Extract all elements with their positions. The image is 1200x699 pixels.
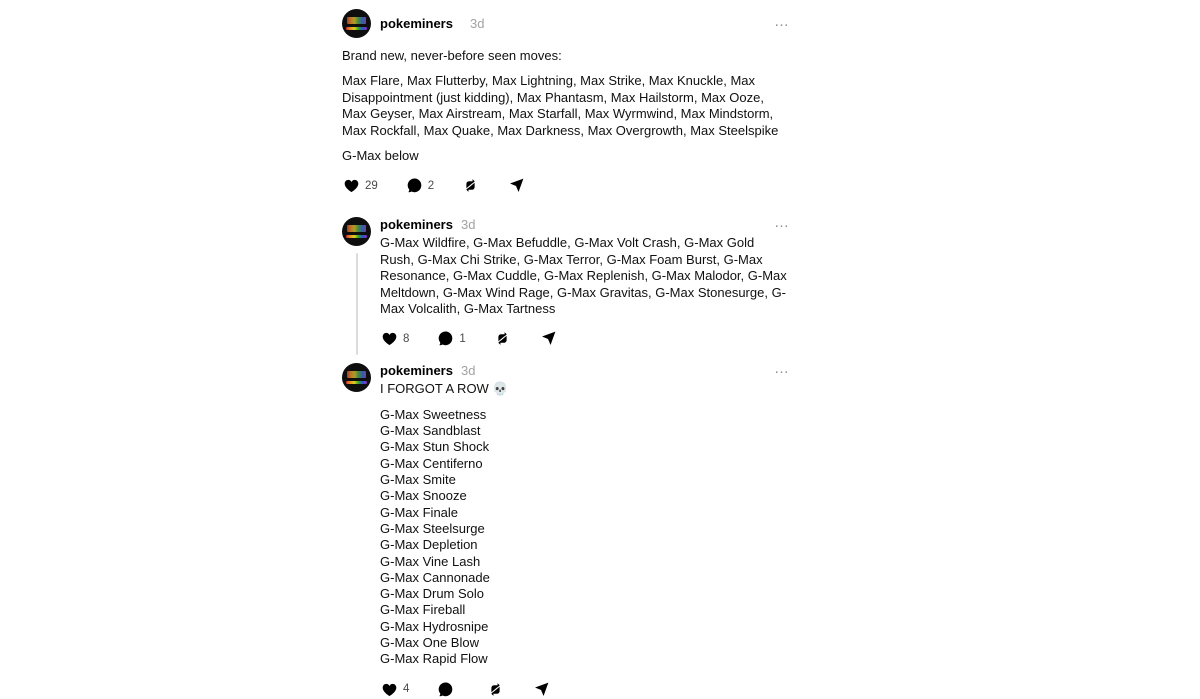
post-header — [380, 213, 790, 233]
avatar[interactable] — [342, 217, 371, 246]
post-header — [380, 359, 790, 379]
engagement-bar — [342, 176, 790, 195]
engagement-bar — [380, 680, 790, 699]
gmax-move-list — [380, 407, 790, 668]
post-body — [380, 381, 790, 667]
repost-button[interactable] — [493, 329, 512, 348]
more-options-button[interactable]: … — [774, 216, 790, 234]
list-item: G-Max Hydrosnipe — [380, 618, 489, 634]
list-item: G-Max Fireball — [380, 602, 466, 618]
author-username[interactable]: pokeminers — [380, 217, 453, 233]
post-timestamp: 3d — [460, 217, 476, 233]
list-item: G-Max Sandblast — [380, 423, 481, 439]
reply-count: 1 — [459, 332, 466, 345]
like-button[interactable] — [380, 329, 409, 348]
list-item: G-Max Rapid Flow — [380, 651, 488, 667]
speech-bubble-icon — [436, 680, 455, 699]
reply-count: 2 — [427, 179, 435, 192]
avatar[interactable] — [342, 363, 371, 392]
post-paragraph: G-Max below — [342, 148, 419, 164]
rainbow-bar-icon — [346, 235, 367, 238]
repost-icon — [486, 680, 505, 699]
repost-icon — [461, 176, 480, 195]
more-options-button[interactable]: … — [774, 362, 790, 380]
list-item: G-Max Steelsurge — [380, 520, 485, 536]
thread-connector-line — [356, 253, 358, 355]
pokeminers-logo-icon — [347, 17, 366, 24]
post-paragraph: Max Flare, Max Flutterby, Max Lightning, Max Strike, Max Knuckle, Max Disappointment (just kidding), Max Phantasm, Max Hailstorm, Max Ooze, Max Geyser, Max Airstream, Max Starfall, Max Wyrmwind, Max Mindstorm, Max Rockfall, Max Quake, Max Darkness, Max Overgrowth, Max Steelspike — [342, 73, 779, 138]
repost-button[interactable] — [461, 176, 480, 195]
send-icon — [539, 329, 558, 348]
like-button[interactable] — [342, 176, 378, 195]
list-item: G-Max One Blow — [380, 635, 479, 651]
list-item: G-Max Cannonade — [380, 569, 490, 585]
engagement-bar — [380, 329, 790, 348]
reply-button[interactable] — [436, 329, 465, 348]
post-paragraph: I FORGOT A ROW 💀 — [380, 381, 509, 397]
more-options-button[interactable]: … — [774, 15, 790, 33]
send-icon — [532, 680, 551, 699]
post — [342, 359, 790, 698]
post-timestamp: 3d — [460, 363, 476, 379]
avatar[interactable] — [342, 9, 371, 38]
reply-button[interactable] — [405, 176, 434, 195]
share-button[interactable] — [507, 176, 526, 195]
share-button[interactable] — [539, 329, 558, 348]
reply-button[interactable] — [436, 680, 459, 699]
like-count: 4 — [403, 683, 410, 696]
rainbow-bar-icon — [346, 381, 367, 384]
heart-icon — [342, 176, 361, 195]
post-timestamp: 3d — [469, 16, 485, 31]
like-button[interactable] — [380, 680, 409, 699]
heart-icon — [380, 680, 399, 699]
author-username[interactable]: pokeminers — [380, 363, 453, 379]
list-item: G-Max Vine Lash — [380, 553, 481, 569]
repost-button[interactable] — [486, 680, 505, 699]
like-count: 29 — [365, 179, 378, 192]
post — [342, 213, 790, 348]
thread-container — [342, 9, 790, 699]
pokeminers-logo-icon — [347, 371, 366, 378]
send-icon — [507, 176, 526, 195]
share-button[interactable] — [532, 680, 551, 699]
avatar-column — [342, 217, 371, 348]
post-paragraph: Brand new, never-before seen moves: — [342, 48, 562, 63]
pokeminers-logo-icon — [347, 225, 366, 232]
list-item: G-Max Drum Solo — [380, 586, 485, 602]
list-item: G-Max Stun Shock — [380, 439, 490, 455]
list-item: G-Max Centiferno — [380, 455, 483, 471]
speech-bubble-icon — [436, 329, 455, 348]
like-count: 8 — [403, 332, 410, 345]
heart-icon — [380, 329, 399, 348]
list-item: G-Max Smite — [380, 472, 456, 488]
author-username[interactable]: pokeminers — [380, 16, 453, 31]
list-item: G-Max Depletion — [380, 537, 478, 553]
speech-bubble-icon — [405, 176, 424, 195]
list-item: G-Max Finale — [380, 504, 459, 520]
post-paragraph: G-Max Wildfire, G-Max Befuddle, G-Max Volt Crash, G-Max Gold Rush, G-Max Chi Strike, G-Max Terror, G-Max Foam Burst, G-Max Resonance, G-Max Cuddle, G-Max Replenish, G-Max Malodor, G-Max Meltdown, G-Max Wind Rage, G-Max Gravitas, G-Max Stonesurge, G-Max Volcalith, G-Max Tartness — [380, 235, 787, 317]
post-header — [342, 9, 790, 38]
avatar-column — [342, 363, 371, 698]
repost-icon — [493, 329, 512, 348]
rainbow-bar-icon — [346, 27, 367, 30]
list-item: G-Max Sweetness — [380, 406, 487, 422]
list-item: G-Max Snooze — [380, 488, 467, 504]
post-body — [342, 48, 790, 164]
post-body — [380, 235, 790, 317]
post — [342, 9, 790, 195]
